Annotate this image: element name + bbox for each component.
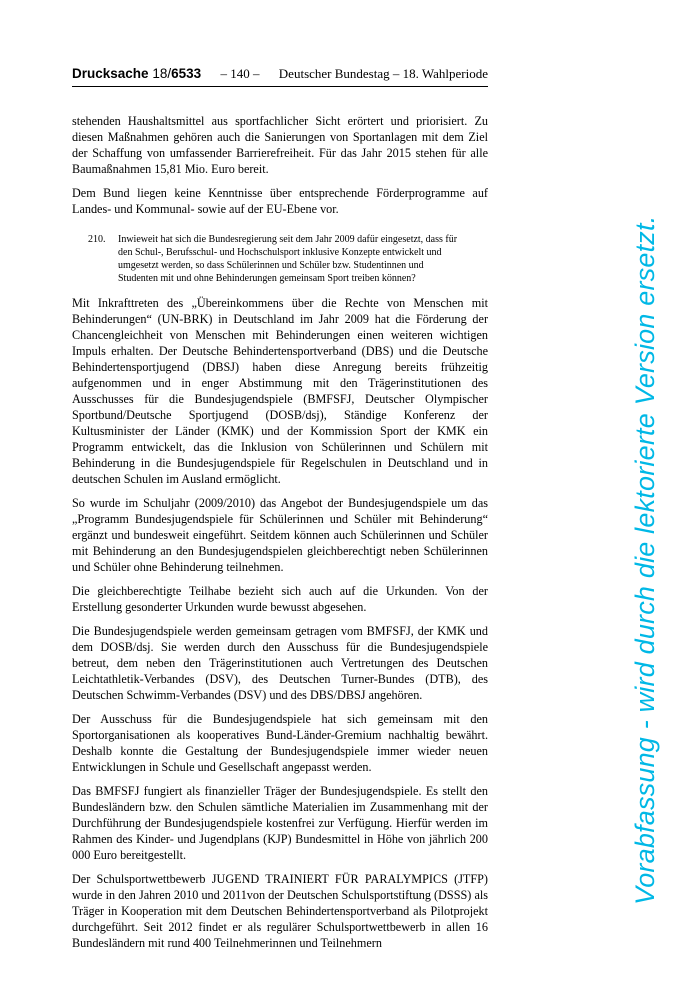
page-header — [72, 66, 488, 87]
paragraph: Die gleichberechtigte Teilhabe bezieht sich auch auf die Urkunden. Von der Erstellung gesonderter Urkunden wurde bewusst abgesehen. — [72, 584, 488, 614]
paragraph: stehenden Haushaltsmittel aus sportfachlicher Sicht erörtert und priorisiert. Zu diesen Maßnahmen gehören auch die Sanierungen von Sportanlagen mit dem Ziel der Schaffung von umfassender Barrierefreiheit. Für das Jahr 2015 stehen für alle Baumaßnahmen 15,81 Mio. Euro bereit. — [72, 114, 488, 176]
drucksache-label: Drucksache — [72, 66, 149, 81]
drucksache-prefix: 18/ — [152, 66, 172, 81]
question-text: Inwieweit hat sich die Bundesregierung seit dem Jahr 2009 dafür eingesetzt, dass für den Schul-, Berufsschul- und Hochschulsport inklusive Konzepte entwickelt und umgesetzt werden, so dass Schülerinnen und Schüler bzw. Studentinnen und Studenten mit und ohne Behinderungen gemeinsam Sport treiben können? — [118, 234, 458, 284]
paragraph: Der Schulsportwettbewerb JUGEND TRAINIERT FÜR PARALYMPICS (JTFP) wurde in den Jahren 2010 und 2011von der Deutschen Schulsportstiftung (DSSS) als Träger in Kooperation mit dem Deutschen Behindertensportverband als Pilotprojekt durchgeführt. Seit 2012 findet er als regulärer Schulsportwettbewerb in allen 16 Bundesländern mit rund 400 Teilnehmerinnen und Teilnehmern — [72, 872, 488, 950]
paragraph: Der Ausschuss für die Bundesjugendspiele hat sich gemeinsam mit den Sportorganisationen als kooperatives Bund-Länder-Gremium nachhaltig bewährt. Deshalb konnte die Gestaltung der Bundesjugendspiele immer wieder neuen Entwicklungen in Schule und Gesellschaft angepasst werden. — [72, 712, 488, 774]
draft-watermark: Vorabfassung - wird durch die lektorierte Version ersetzt. — [630, 215, 660, 905]
paragraph: Die Bundesjugendspiele werden gemeinsam getragen vom BMFSFJ, der KMK und dem DOSB/dsj. Sie werden durch den Ausschuss für die Bundesjugendspiele betreut, dem neben den Trägerinstitutionen auch Vertretungen des Deutschen Leichtathletik-Verbandes (DSV), des Deutschen Turner-Bundes (DTB), des Deutschen Schwimm-Verbandes (DSV) und des DBS/DBSJ angehören. — [72, 624, 488, 702]
paragraph: Dem Bund liegen keine Kenntnisse über entsprechende Förderprogramme auf Landes- und Kommunal- sowie auf der EU-Ebene vor. — [72, 186, 488, 216]
drucksache-number — [72, 66, 201, 81]
question-number: 210. — [88, 234, 106, 245]
page-number: – 140 – — [220, 66, 260, 81]
publisher: Deutscher Bundestag – 18. Wahlperiode — [278, 66, 488, 81]
paragraph: Das BMFSFJ fungiert als finanzieller Träger der Bundesjugendspiele. Es stellt den Bundesländern bzw. den Schulen sämtliche Materialien im Zusammenhang mit der Durchführung der Bundesjugendspiele kostenfrei zur Verfügung. Hierfür werden im Rahmen des Kinder- und Jugendplans (KJP) Bundesmittel in Höhe von jährlich 200 000 Euro bereitgestellt. — [72, 784, 488, 862]
question-block — [72, 233, 488, 285]
drucksache-id: 6533 — [171, 66, 202, 81]
document-body — [72, 113, 488, 959]
paragraph: So wurde im Schuljahr (2009/2010) das Angebot der Bundesjugendspiele um das „Programm Bundesjugendspiele für Schülerinnen und Schüler mit Behinderung“ ergänzt und bundesweit eingeführt. Seitdem können auch Schülerinnen und Schüler mit Behinderung an den Bundesjugendspielen gleichberechtigt neben Schülerinnen und Schüler ohne Behinderung teilnehmen. — [72, 496, 488, 574]
paragraph: Mit Inkrafttreten des „Übereinkommens über die Rechte von Menschen mit Behinderungen“ (UN-BRK) in Deutschland im Jahr 2009 hat die Förderung der Chancengleichheit von Menschen mit Behinderungen einen weiteren wichtigen Impuls erhalten. Der Deutsche Behindertensportverband (DBS) und die Deutsche Behindertensportjugend (DBSJ) haben diese Anregung bereits frühzeitig aufgenommen und in enger Abstimmung mit den Trägerinstitutionen des Ausschusses für die Bundesjugendspiele (BMFSFJ, Deutscher Olympischer Sportbund/Deutsche Sportjugend (DOSB/dsj), Ständige Konferenz der Kultusminister der Länder (KMK) und der Kommission Sport der KMK ein Programm entwickelt, das die Inklusion von Schülerinnen und Schülern mit Behinderung in die Bundesjugendspiele für Regelschulen in Deutschland und in deutschen Schulen im Ausland ermöglicht. — [72, 296, 488, 486]
